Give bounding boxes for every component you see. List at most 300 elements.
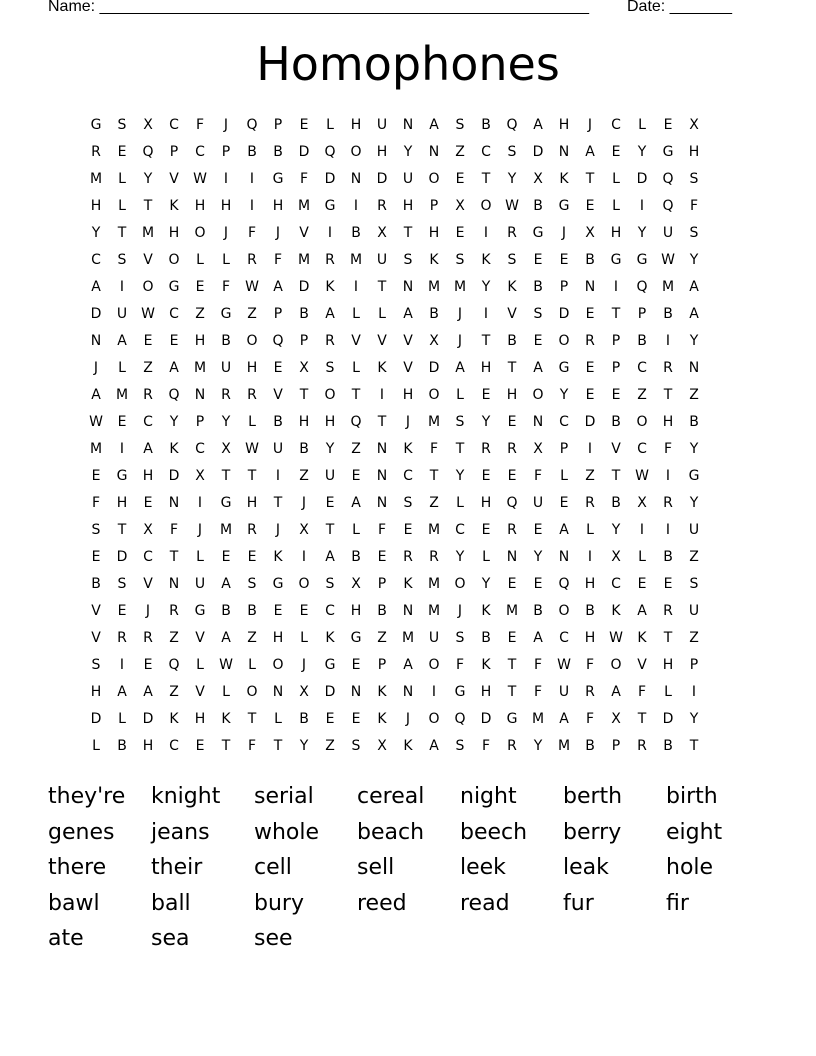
grid-letter: Z bbox=[247, 306, 257, 322]
grid-letter: R bbox=[247, 387, 257, 403]
grid-letter: S bbox=[403, 252, 413, 268]
grid-letter: D bbox=[532, 144, 544, 160]
grid-letter: D bbox=[636, 171, 648, 187]
grid-letter: X bbox=[429, 333, 439, 349]
grid-letter: Q bbox=[662, 171, 674, 187]
grid-letter: Y bbox=[143, 171, 153, 187]
grid-row bbox=[83, 274, 735, 301]
grid-letter: E bbox=[91, 468, 101, 484]
grid-letter: U bbox=[194, 576, 206, 592]
grid-letter: E bbox=[351, 711, 361, 727]
grid-letter: O bbox=[454, 576, 466, 592]
grid-letter: F bbox=[533, 684, 543, 700]
grid-letter: W bbox=[245, 279, 259, 295]
grid-letter: U bbox=[428, 630, 440, 646]
grid-letter: P bbox=[611, 333, 621, 349]
grid-letter: B bbox=[247, 144, 257, 160]
grid-letter: E bbox=[481, 468, 491, 484]
grid-letter: F bbox=[221, 279, 231, 295]
grid-row bbox=[83, 382, 735, 409]
grid-letter: I bbox=[301, 549, 307, 565]
grid-letter: T bbox=[377, 414, 387, 430]
grid-letter: B bbox=[663, 549, 673, 565]
grid-letter: P bbox=[273, 306, 283, 322]
grid-letter: Y bbox=[455, 549, 465, 565]
grid-letter: N bbox=[506, 549, 518, 565]
grid-letter: M bbox=[661, 279, 675, 295]
grid-letter: R bbox=[663, 603, 673, 619]
grid-letter: R bbox=[325, 333, 335, 349]
grid-letter: B bbox=[637, 333, 647, 349]
grid-letter: O bbox=[246, 684, 258, 700]
grid-letter: G bbox=[662, 144, 674, 160]
grid-letter: U bbox=[688, 522, 700, 538]
grid-letter: Y bbox=[689, 252, 699, 268]
grid-letter: C bbox=[559, 414, 569, 430]
grid-letter: K bbox=[403, 738, 413, 754]
grid-letter: Z bbox=[689, 387, 699, 403]
grid-letter: T bbox=[377, 279, 387, 295]
grid-letter: Q bbox=[246, 117, 258, 133]
grid-row bbox=[83, 679, 735, 706]
grid-letter: B bbox=[481, 630, 491, 646]
grid-letter: Y bbox=[169, 414, 179, 430]
grid-letter: A bbox=[169, 360, 179, 376]
grid-letter: L bbox=[352, 306, 360, 322]
grid-letter: F bbox=[169, 522, 179, 538]
grid-letter: H bbox=[246, 495, 258, 511]
grid-letter: K bbox=[377, 360, 387, 376]
grid-letter: Z bbox=[429, 495, 439, 511]
grid-letter: Z bbox=[689, 549, 699, 565]
grid-letter: S bbox=[455, 252, 465, 268]
grid-letter: Y bbox=[481, 279, 491, 295]
grid-letter: B bbox=[117, 738, 127, 754]
grid-letter: C bbox=[637, 360, 647, 376]
grid-letter: R bbox=[585, 684, 595, 700]
word-bank-item: sea bbox=[151, 926, 190, 951]
grid-letter: E bbox=[507, 576, 517, 592]
grid-letter: Y bbox=[637, 144, 647, 160]
grid-letter: E bbox=[273, 603, 283, 619]
grid-letter: N bbox=[376, 468, 388, 484]
word-bank-item: they're bbox=[48, 784, 126, 809]
grid-letter: N bbox=[272, 684, 284, 700]
grid-letter: B bbox=[585, 252, 595, 268]
grid-letter: E bbox=[325, 711, 335, 727]
grid-letter: J bbox=[223, 117, 229, 133]
grid-letter: A bbox=[91, 387, 101, 403]
grid-row bbox=[83, 139, 735, 166]
grid-letter: N bbox=[558, 144, 570, 160]
grid-letter: S bbox=[455, 630, 465, 646]
grid-letter: Q bbox=[272, 333, 284, 349]
grid-letter: E bbox=[351, 468, 361, 484]
grid-letter: R bbox=[585, 333, 595, 349]
grid-letter: O bbox=[350, 144, 362, 160]
grid-row bbox=[83, 193, 735, 220]
grid-letter: L bbox=[196, 252, 204, 268]
grid-letter: G bbox=[454, 684, 466, 700]
grid-letter: E bbox=[273, 360, 283, 376]
grid-letter: Q bbox=[636, 279, 648, 295]
word-bank-item: genes bbox=[48, 819, 115, 845]
grid-row bbox=[83, 247, 735, 274]
grid-letter: H bbox=[480, 684, 492, 700]
grid-letter: O bbox=[428, 657, 440, 673]
grid-letter: J bbox=[275, 522, 281, 538]
word-bank-item: there bbox=[48, 855, 107, 880]
grid-letter: E bbox=[481, 387, 491, 403]
grid-letter: K bbox=[481, 657, 491, 673]
grid-letter: G bbox=[558, 360, 570, 376]
grid-letter: B bbox=[533, 198, 543, 214]
grid-letter: B bbox=[351, 225, 361, 241]
grid-letter: A bbox=[611, 684, 621, 700]
grid-letter: D bbox=[584, 414, 596, 430]
grid-letter: E bbox=[247, 549, 257, 565]
grid-letter: Q bbox=[662, 198, 674, 214]
grid-letter: G bbox=[272, 576, 284, 592]
grid-row bbox=[83, 463, 735, 490]
grid-letter: O bbox=[246, 333, 258, 349]
grid-letter: H bbox=[194, 711, 206, 727]
grid-letter: R bbox=[507, 441, 517, 457]
grid-letter: K bbox=[403, 441, 413, 457]
grid-letter: W bbox=[557, 657, 571, 673]
grid-letter: B bbox=[299, 441, 309, 457]
grid-letter: H bbox=[142, 468, 154, 484]
grid-letter: Y bbox=[507, 171, 517, 187]
grid-letter: N bbox=[558, 549, 570, 565]
grid-letter: K bbox=[325, 630, 335, 646]
grid-letter: P bbox=[221, 144, 231, 160]
grid-letter: F bbox=[533, 657, 543, 673]
grid-letter: R bbox=[663, 495, 673, 511]
grid-letter: B bbox=[299, 711, 309, 727]
grid-letter: S bbox=[403, 495, 413, 511]
grid-letter: V bbox=[351, 333, 361, 349]
grid-letter: I bbox=[353, 279, 359, 295]
grid-row bbox=[83, 409, 735, 436]
grid-letter: I bbox=[431, 684, 437, 700]
grid-letter: M bbox=[115, 387, 129, 403]
word-bank-item: reed bbox=[357, 890, 407, 916]
grid-letter: M bbox=[297, 198, 311, 214]
grid-letter: L bbox=[378, 306, 386, 322]
word-bank-item: berth bbox=[563, 784, 623, 809]
grid-letter: S bbox=[325, 360, 335, 376]
grid-letter: F bbox=[663, 441, 673, 457]
grid-letter: E bbox=[585, 387, 595, 403]
grid-letter: O bbox=[298, 576, 310, 592]
grid-letter: V bbox=[507, 306, 517, 322]
grid-letter: M bbox=[531, 711, 545, 727]
grid-letter: M bbox=[427, 414, 441, 430]
grid-letter: V bbox=[195, 684, 205, 700]
word-bank-item: fir bbox=[666, 890, 689, 916]
grid-letter: E bbox=[299, 117, 309, 133]
grid-letter: X bbox=[299, 684, 309, 700]
grid-letter: X bbox=[143, 522, 153, 538]
grid-letter: A bbox=[117, 684, 127, 700]
grid-letter: K bbox=[325, 279, 335, 295]
grid-row bbox=[83, 733, 735, 760]
grid-letter: E bbox=[377, 549, 387, 565]
grid-letter: Y bbox=[689, 441, 699, 457]
grid-letter: Y bbox=[481, 414, 491, 430]
grid-letter: G bbox=[116, 468, 128, 484]
grid-letter: D bbox=[168, 468, 180, 484]
grid-letter: B bbox=[663, 306, 673, 322]
grid-letter: N bbox=[532, 414, 544, 430]
grid-letter: Q bbox=[506, 117, 518, 133]
grid-letter: M bbox=[297, 252, 311, 268]
word-bank-item: knight bbox=[151, 784, 221, 809]
grid-letter: B bbox=[611, 495, 621, 511]
grid-letter: Q bbox=[142, 144, 154, 160]
grid-letter: M bbox=[219, 522, 233, 538]
grid-letter: H bbox=[376, 144, 388, 160]
grid-letter: G bbox=[194, 603, 206, 619]
grid-letter: I bbox=[665, 333, 671, 349]
grid-letter: S bbox=[117, 576, 127, 592]
grid-letter: K bbox=[169, 441, 179, 457]
grid-letter: B bbox=[247, 603, 257, 619]
grid-letter: G bbox=[90, 117, 102, 133]
grid-letter: K bbox=[481, 603, 491, 619]
grid-letter: H bbox=[272, 198, 284, 214]
word-bank-item: beach bbox=[357, 819, 425, 845]
grid-letter: V bbox=[273, 387, 283, 403]
grid-letter: Y bbox=[637, 225, 647, 241]
grid-row bbox=[83, 166, 735, 193]
grid-letter: V bbox=[169, 171, 179, 187]
grid-letter: C bbox=[481, 144, 491, 160]
grid-letter: A bbox=[325, 306, 335, 322]
grid-letter: E bbox=[221, 549, 231, 565]
grid-letter: Z bbox=[325, 738, 335, 754]
grid-letter: F bbox=[637, 684, 647, 700]
grid-letter: M bbox=[193, 360, 207, 376]
grid-letter: T bbox=[481, 333, 491, 349]
grid-letter: C bbox=[195, 441, 205, 457]
grid-letter: B bbox=[611, 414, 621, 430]
grid-letter: X bbox=[299, 522, 309, 538]
grid-letter: U bbox=[272, 441, 284, 457]
grid-letter: K bbox=[221, 711, 231, 727]
grid-letter: U bbox=[220, 360, 232, 376]
grid-letter: Y bbox=[455, 468, 465, 484]
grid-letter: A bbox=[429, 117, 439, 133]
grid-letter: G bbox=[558, 198, 570, 214]
grid-letter: E bbox=[143, 495, 153, 511]
grid-letter: A bbox=[637, 603, 647, 619]
grid-letter: P bbox=[169, 144, 179, 160]
grid-letter: X bbox=[637, 495, 647, 511]
grid-letter: M bbox=[349, 252, 363, 268]
grid-letter: N bbox=[376, 441, 388, 457]
grid-letter: D bbox=[662, 711, 674, 727]
grid-letter: R bbox=[247, 252, 257, 268]
grid-letter: E bbox=[585, 198, 595, 214]
grid-letter: A bbox=[221, 576, 231, 592]
grid-letter: Y bbox=[533, 549, 543, 565]
grid-letter: Z bbox=[169, 630, 179, 646]
grid-letter: J bbox=[275, 225, 281, 241]
grid-letter: I bbox=[119, 279, 125, 295]
grid-letter: E bbox=[117, 603, 127, 619]
word-bank-item: jeans bbox=[151, 819, 210, 845]
grid-letter: F bbox=[195, 117, 205, 133]
grid-letter: P bbox=[611, 360, 621, 376]
grid-letter: O bbox=[194, 225, 206, 241]
grid-letter: A bbox=[143, 684, 153, 700]
grid-letter: N bbox=[350, 684, 362, 700]
grid-letter: E bbox=[143, 333, 153, 349]
grid-letter: L bbox=[352, 522, 360, 538]
grid-letter: I bbox=[119, 657, 125, 673]
grid-letter: H bbox=[298, 414, 310, 430]
grid-letter: J bbox=[197, 522, 203, 538]
grid-letter: I bbox=[249, 198, 255, 214]
grid-letter: M bbox=[141, 225, 155, 241]
grid-letter: T bbox=[481, 171, 491, 187]
grid-letter: A bbox=[91, 279, 101, 295]
grid-letter: E bbox=[533, 522, 543, 538]
grid-letter: J bbox=[145, 603, 151, 619]
grid-letter: N bbox=[584, 279, 596, 295]
grid-letter: K bbox=[611, 603, 621, 619]
grid-letter: K bbox=[507, 279, 517, 295]
grid-letter: H bbox=[168, 225, 180, 241]
grid-letter: K bbox=[169, 198, 179, 214]
word-bank-item: see bbox=[254, 926, 293, 951]
grid-letter: M bbox=[401, 630, 415, 646]
grid-letter: O bbox=[324, 387, 336, 403]
grid-letter: Z bbox=[585, 468, 595, 484]
grid-letter: E bbox=[325, 495, 335, 511]
grid-letter: K bbox=[429, 252, 439, 268]
word-bank-item: bawl bbox=[48, 890, 100, 916]
grid-letter: L bbox=[118, 198, 126, 214]
grid-letter: U bbox=[116, 306, 128, 322]
grid-letter: T bbox=[299, 387, 309, 403]
grid-letter: R bbox=[143, 387, 153, 403]
grid-letter: I bbox=[119, 441, 125, 457]
grid-letter: P bbox=[377, 576, 387, 592]
grid-letter: B bbox=[689, 414, 699, 430]
word-bank bbox=[48, 779, 768, 957]
grid-letter: E bbox=[533, 333, 543, 349]
grid-letter: D bbox=[298, 144, 310, 160]
word-bank-item: sell bbox=[357, 855, 395, 880]
word-bank-item: ate bbox=[48, 926, 84, 951]
grid-letter: E bbox=[351, 657, 361, 673]
grid-letter: L bbox=[274, 711, 282, 727]
grid-letter: Q bbox=[168, 657, 180, 673]
grid-letter: S bbox=[91, 522, 101, 538]
grid-letter: T bbox=[221, 468, 231, 484]
grid-letter: V bbox=[611, 441, 621, 457]
grid-letter: F bbox=[299, 171, 309, 187]
grid-letter: S bbox=[689, 576, 699, 592]
grid-letter: Y bbox=[403, 144, 413, 160]
grid-letter: M bbox=[427, 576, 441, 592]
grid-letter: K bbox=[637, 630, 647, 646]
grid-letter: J bbox=[457, 333, 463, 349]
grid-letter: L bbox=[248, 657, 256, 673]
grid-letter: J bbox=[223, 225, 229, 241]
grid-row bbox=[83, 436, 735, 463]
grid-letter: A bbox=[533, 117, 543, 133]
grid-letter: A bbox=[585, 144, 595, 160]
grid-letter: P bbox=[611, 738, 621, 754]
grid-letter: T bbox=[689, 738, 699, 754]
grid-letter: X bbox=[351, 576, 361, 592]
grid-letter: V bbox=[637, 657, 647, 673]
grid-letter: B bbox=[351, 549, 361, 565]
grid-letter: G bbox=[636, 252, 648, 268]
grid-letter: L bbox=[586, 522, 594, 538]
grid-letter: E bbox=[611, 144, 621, 160]
grid-letter: L bbox=[638, 549, 646, 565]
grid-letter: I bbox=[691, 684, 697, 700]
grid-letter: X bbox=[611, 549, 621, 565]
grid-letter: X bbox=[221, 441, 231, 457]
grid-letter: N bbox=[376, 495, 388, 511]
grid-letter: H bbox=[246, 360, 258, 376]
grid-letter: R bbox=[91, 144, 101, 160]
grid-letter: L bbox=[612, 171, 620, 187]
grid-letter: I bbox=[379, 387, 385, 403]
grid-letter: H bbox=[688, 144, 700, 160]
grid-letter: D bbox=[428, 360, 440, 376]
grid-letter: R bbox=[169, 603, 179, 619]
grid-letter: T bbox=[403, 225, 413, 241]
grid-letter: I bbox=[665, 468, 671, 484]
grid-letter: A bbox=[273, 279, 283, 295]
grid-letter: E bbox=[533, 576, 543, 592]
grid-letter: C bbox=[91, 252, 101, 268]
grid-letter: C bbox=[195, 144, 205, 160]
grid-letter: N bbox=[402, 684, 414, 700]
grid-row bbox=[83, 112, 735, 139]
grid-letter: J bbox=[301, 657, 307, 673]
grid-letter: E bbox=[533, 252, 543, 268]
grid-letter: M bbox=[89, 441, 103, 457]
grid-letter: Y bbox=[221, 414, 231, 430]
grid-letter: B bbox=[481, 117, 491, 133]
grid-letter: Y bbox=[559, 387, 569, 403]
grid-letter: I bbox=[613, 279, 619, 295]
grid-letter: B bbox=[585, 738, 595, 754]
grid-letter: B bbox=[273, 144, 283, 160]
grid-letter: N bbox=[402, 603, 414, 619]
grid-letter: H bbox=[90, 198, 102, 214]
grid-letter: P bbox=[637, 306, 647, 322]
grid-letter: A bbox=[403, 657, 413, 673]
grid-letter: E bbox=[559, 252, 569, 268]
grid-letter: T bbox=[455, 441, 465, 457]
grid-letter: E bbox=[195, 738, 205, 754]
word-bank-item: whole bbox=[254, 819, 320, 845]
grid-letter: S bbox=[507, 252, 517, 268]
grid-letter: A bbox=[533, 630, 543, 646]
grid-letter: S bbox=[689, 225, 699, 241]
grid-letter: I bbox=[197, 495, 203, 511]
grid-letter: O bbox=[558, 333, 570, 349]
